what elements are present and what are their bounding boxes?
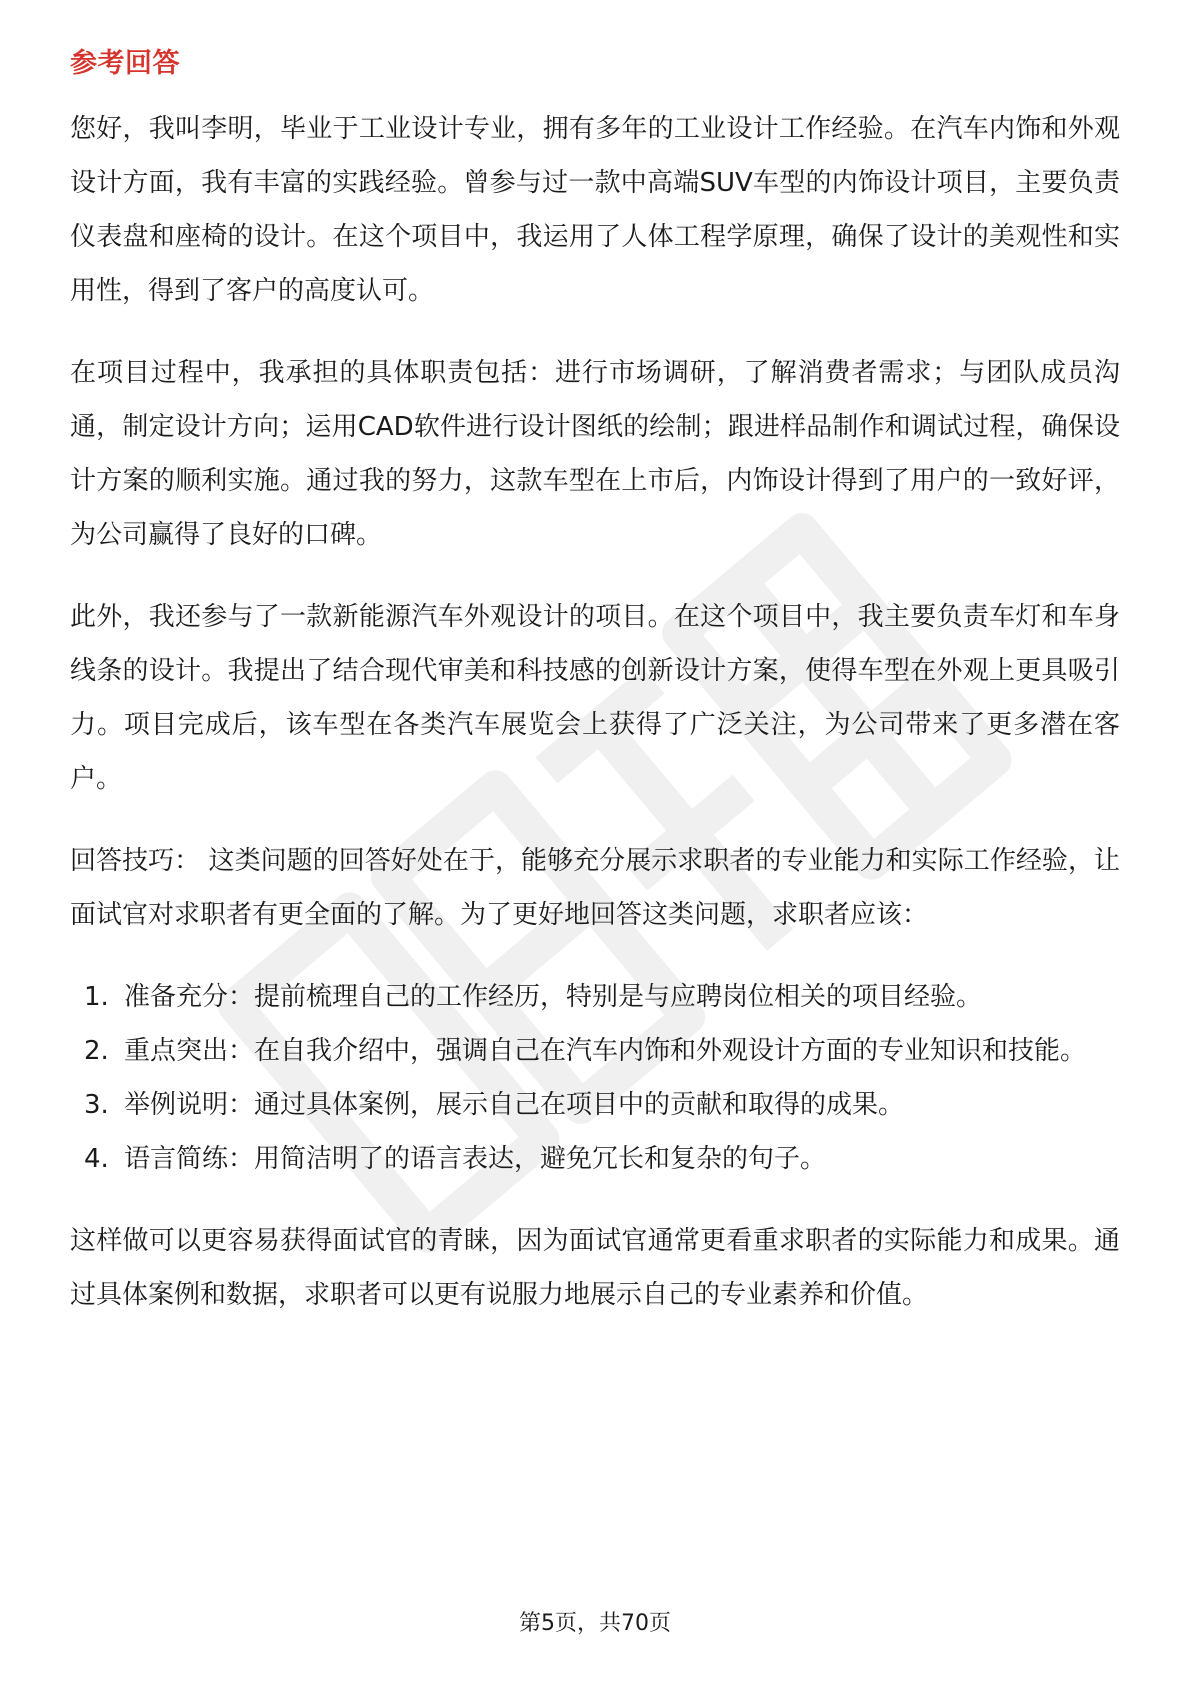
tips-list <box>70 970 1120 1186</box>
list-item-text: 举例说明：通过具体案例，展示自己在项目中的贡献和取得的成果。 <box>124 1090 905 1120</box>
list-item <box>70 1024 1120 1078</box>
answer-paragraph-2: 在项目过程中，我承担的具体职责包括：进行市场调研，了解消费者需求；与团队成员沟通，制定设计方向；运用CAD软件进行设计图纸的绘制；跟进样品制作和调试过程，确保设计方案的顺利实施。通过我的努力，这款车型在上市后，内饰设计得到了用户的一致好评，为公司赢得了良好的口碑。 <box>70 358 1120 550</box>
page-number-footer: 第5页，共70页 <box>519 1611 671 1636</box>
tips-intro-paragraph: 回答技巧： 这类问题的回答好处在于，能够充分展示求职者的专业能力和实际工作经验，让面试官对求职者有更全面的了解。为了更好地回答这类问题，求职者应该： <box>70 846 1120 930</box>
list-item-text: 重点突出：在自我介绍中，强调自己在汽车内饰和外观设计方面的专业知识和技能。 <box>124 1036 1087 1066</box>
list-item-number: 1. <box>84 982 109 1012</box>
list-item <box>70 970 1120 1024</box>
list-item <box>70 1132 1120 1186</box>
answer-paragraph-3: 此外，我还参与了一款新能源汽车外观设计的项目。在这个项目中，我主要负责车灯和车身线条的设计。我提出了结合现代审美和科技感的创新设计方案，使得车型在外观上更具吸引力。项目完成后，该车型在各类汽车展览会上获得了广泛关注，为公司带来了更多潜在客户。 <box>70 602 1120 794</box>
content-area <box>70 44 1120 1350</box>
answer-paragraph-1: 您好，我叫李明，毕业于工业设计专业，拥有多年的工业设计工作经验。在汽车内饰和外观设计方面，我有丰富的实践经验。曾参与过一款中高端SUV车型的内饰设计项目，主要负责仪表盘和座椅的设计。在这个项目中，我运用了人体工程学原理，确保了设计的美观性和实用性，得到了客户的高度认可。 <box>70 114 1120 306</box>
list-item-text: 语言简练：用简洁明了的语言表达，避免冗长和复杂的句子。 <box>124 1144 827 1174</box>
section-heading: 参考回答 <box>70 48 180 79</box>
closing-paragraph: 这样做可以更容易获得面试官的青睐，因为面试官通常更看重求职者的实际能力和成果。通过具体案例和数据，求职者可以更有说服力地展示自己的专业素养和价值。 <box>70 1226 1120 1310</box>
list-item-number: 4. <box>84 1144 109 1174</box>
list-item-number: 2. <box>84 1036 109 1066</box>
list-item-number: 3. <box>84 1090 109 1120</box>
list-item-text: 准备充分：提前梳理自己的工作经历，特别是与应聘岗位相关的项目经验。 <box>124 982 983 1012</box>
list-item <box>70 1078 1120 1132</box>
